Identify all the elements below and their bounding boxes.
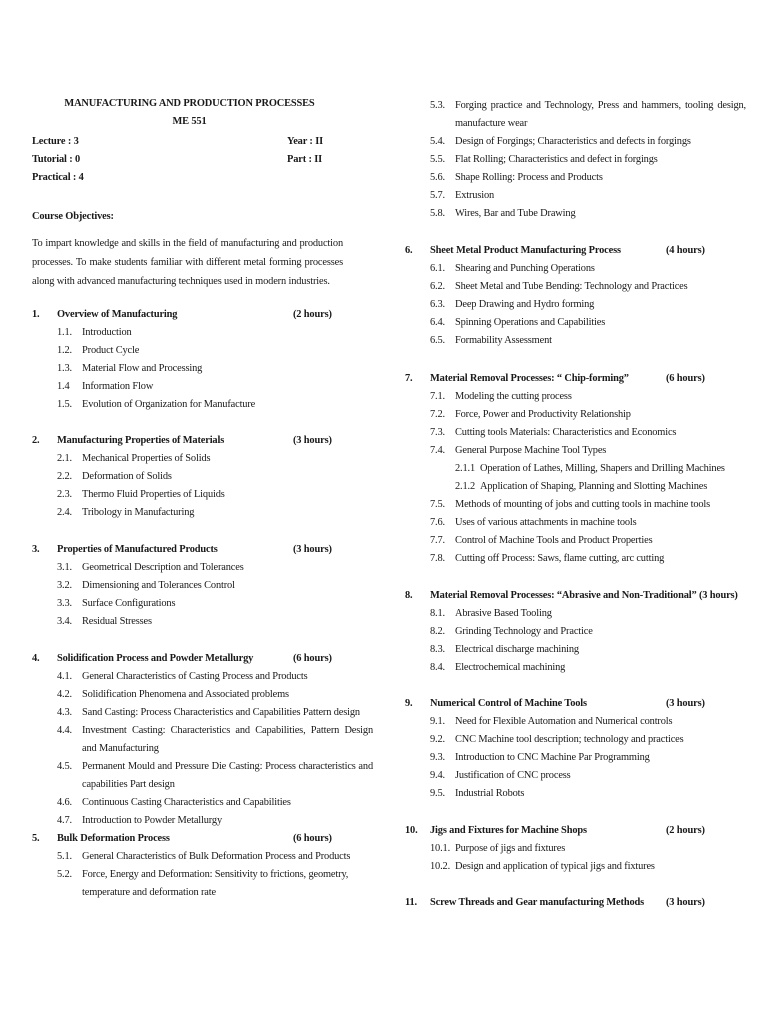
item-text: Spinning Operations and Capabilities: [455, 317, 606, 328]
item-number: 2.3.: [57, 489, 72, 500]
list-item: [405, 314, 748, 332]
list-item: [405, 641, 748, 659]
item-number: 5.8.: [430, 208, 445, 219]
item-text: Deformation of Solids: [82, 471, 172, 482]
item-number: 7.7.: [430, 535, 445, 546]
section-10: [405, 822, 748, 876]
list-item: [32, 378, 375, 396]
item-text: Sheet Metal and Tube Bending: Technology and Practices: [455, 281, 688, 292]
section-title: Overview of Manufacturing: [57, 309, 178, 320]
section-number: 1.: [32, 309, 40, 320]
item-text: Grinding Technology and Practice: [455, 626, 593, 637]
section-8: [405, 587, 748, 677]
item-text: Surface Configurations: [82, 598, 176, 609]
item-number: 2.1.1: [455, 463, 476, 474]
list-item: [405, 260, 748, 278]
list-item: [32, 704, 375, 722]
item-text: Product Cycle: [82, 345, 140, 356]
section-11: [405, 894, 748, 912]
list-item: [32, 595, 375, 613]
item-text: Permanent Mould and Pressure Die Casting: Process characteristics and capabilities Part design: [82, 761, 373, 790]
item-text: Uses of various attachments in machine tools: [455, 517, 637, 528]
section-2: [32, 432, 375, 522]
item-number: 8.1.: [430, 608, 445, 619]
list-item: [32, 668, 375, 686]
list-item: [405, 514, 748, 532]
lecture-hours: Lecture : 3: [32, 136, 79, 147]
item-text: Formability Assessment: [455, 335, 552, 346]
item-number: 6.2.: [430, 281, 445, 292]
item-text: Investment Casting: Characteristics and Capabilities, Pattern Design and Manufacturing: [82, 725, 373, 754]
list-item: [405, 278, 748, 296]
item-number: 6.5.: [430, 335, 445, 346]
item-text: Shearing and Punching Operations: [455, 263, 595, 274]
section-hours: (3 hours): [666, 897, 705, 908]
item-text: Forging practice and Technology, Press and hammers, tooling design, manufacture wear: [455, 100, 746, 129]
item-text: Application of Shaping, Planning and Slotting Machines: [480, 481, 708, 492]
item-number: 3.3.: [57, 598, 72, 609]
list-item: [405, 442, 748, 460]
course-year: Year : II: [287, 136, 323, 147]
section-number: 2.: [32, 435, 40, 446]
section-title: Jigs and Fixtures for Machine Shops: [430, 825, 587, 836]
item-number: 6.3.: [430, 299, 445, 310]
section-1: [32, 306, 375, 414]
item-number: 4.2.: [57, 689, 72, 700]
item-number: 9.2.: [430, 734, 445, 745]
list-item: [405, 532, 748, 550]
item-text: Cutting tools Materials: Characteristics and Economics: [455, 427, 677, 438]
item-number: 9.4.: [430, 770, 445, 781]
item-number: 2.2.: [57, 471, 72, 482]
item-text: Methods of mounting of jobs and cutting tools in machine tools: [455, 499, 711, 510]
item-text: General Characteristics of Casting Process and Products: [82, 671, 308, 682]
section-title: Numerical Control of Machine Tools: [430, 698, 587, 709]
item-text: Purpose of jigs and fixtures: [455, 843, 566, 854]
item-number: 3.2.: [57, 580, 72, 591]
item-number: 7.8.: [430, 553, 445, 564]
item-number: 3.4.: [57, 616, 72, 627]
section-number: 3.: [32, 544, 40, 555]
section-number: 10.: [405, 825, 418, 836]
section-number: 9.: [405, 698, 413, 709]
section-number: 7.: [405, 373, 413, 384]
list-item: [32, 848, 375, 866]
section-title: Screw Threads and Gear manufacturing Methods: [430, 897, 645, 908]
section-hours: (4 hours): [666, 245, 705, 256]
section-title: Properties of Manufactured Products: [57, 544, 218, 555]
item-number: 8.3.: [430, 644, 445, 655]
section-number: 5.: [32, 833, 40, 844]
section-5-continued: [405, 97, 748, 223]
list-item: [32, 866, 375, 902]
item-text: Shape Rolling: Process and Products: [455, 172, 603, 183]
section-number: 8.: [405, 590, 413, 601]
item-number: 1.2.: [57, 345, 72, 356]
list-item: [405, 623, 748, 641]
list-item: [405, 731, 748, 749]
section-6: [405, 242, 748, 350]
item-text: Continuous Casting Characteristics and Capabilities: [82, 797, 291, 808]
item-number: 9.1.: [430, 716, 445, 727]
item-number: 10.2.: [430, 861, 451, 872]
list-item: [405, 296, 748, 314]
list-item: [32, 450, 375, 468]
list-item: [405, 424, 748, 442]
list-item: [405, 749, 748, 767]
list-item: [32, 504, 375, 522]
item-text: Extrusion: [455, 190, 495, 201]
item-text: Operation of Lathes, Milling, Shapers and Drilling Machines: [480, 463, 725, 474]
list-item: [405, 767, 748, 785]
item-number: 4.7.: [57, 815, 72, 826]
list-item: [32, 468, 375, 486]
item-number: 2.4.: [57, 507, 72, 518]
item-number: 3.1.: [57, 562, 72, 573]
list-item: [32, 559, 375, 577]
item-text: Introduction: [82, 327, 132, 338]
list-item: [405, 388, 748, 406]
item-number: 10.1.: [430, 843, 451, 854]
section-4: [32, 650, 375, 830]
objectives-text: To impart knowledge and skills in the field of manufacturing and production processes. To make students familiar with different metal forming processes along with advanced manufacturing techniques used in modern industries.: [32, 238, 343, 287]
list-item: [32, 613, 375, 631]
list-item: [405, 406, 748, 424]
section-5: [32, 830, 375, 902]
item-text: Electrochemical machining: [455, 662, 566, 673]
item-number: 5.7.: [430, 190, 445, 201]
item-text: Geometrical Description and Tolerances: [82, 562, 244, 573]
item-text: Design and application of typical jigs and fixtures: [455, 861, 655, 872]
item-text: Industrial Robots: [455, 788, 525, 799]
section-number: 6.: [405, 245, 413, 256]
item-number: 5.1.: [57, 851, 72, 862]
item-text: Deep Drawing and Hydro forming: [455, 299, 595, 310]
section-3: [32, 541, 375, 631]
section-hours: (3 hours): [293, 435, 332, 446]
item-number: 6.1.: [430, 263, 445, 274]
item-number: 5.5.: [430, 154, 445, 165]
list-item: [32, 794, 375, 812]
item-text: Abrasive Based Tooling: [455, 608, 552, 619]
item-number: 5.4.: [430, 136, 445, 147]
item-number: 9.5.: [430, 788, 445, 799]
item-text: Need for Flexible Automation and Numerical controls: [455, 716, 673, 727]
course-title: MANUFACTURING AND PRODUCTION PROCESSES: [64, 98, 315, 109]
list-item: [32, 686, 375, 704]
item-text: Residual Stresses: [82, 616, 152, 627]
item-text: Thermo Fluid Properties of Liquids: [82, 489, 225, 500]
item-number: 1.4: [57, 381, 70, 392]
section-hours: (2 hours): [666, 825, 705, 836]
sub-list-item: [405, 478, 748, 496]
item-number: 8.4.: [430, 662, 445, 673]
list-item: [405, 858, 748, 876]
section-title: Bulk Deformation Process: [57, 833, 170, 844]
list-item: [405, 133, 748, 151]
list-item: [405, 659, 748, 677]
item-number: 8.2.: [430, 626, 445, 637]
item-text: Solidification Phenomena and Associated problems: [82, 689, 289, 700]
item-number: 7.4.: [430, 445, 445, 456]
section-title: Solidification Process and Powder Metallurgy: [57, 653, 254, 664]
item-text: Evolution of Organization for Manufacture: [82, 399, 256, 410]
list-item: [32, 577, 375, 595]
section-hours: (6 hours): [666, 373, 705, 384]
item-number: 4.5.: [57, 761, 72, 772]
section-title: Material Removal Processes: “ Chip-forming”: [430, 373, 629, 384]
item-number: 6.4.: [430, 317, 445, 328]
item-text: Information Flow: [82, 381, 154, 392]
item-text: General Purpose Machine Tool Types: [455, 445, 607, 456]
list-item: [32, 486, 375, 504]
sub-list-item: [405, 460, 748, 478]
section-title: Material Removal Processes: “Abrasive and Non-Traditional” (3 hours): [430, 590, 738, 601]
item-text: Justification of CNC process: [455, 770, 571, 781]
item-number: 9.3.: [430, 752, 445, 763]
item-text: Force, Energy and Deformation: Sensitivity to frictions, geometry, temperature and deformation rate: [82, 869, 349, 898]
section-hours: (6 hours): [293, 653, 332, 664]
list-item: [32, 758, 375, 794]
course-title-block: [32, 95, 347, 131]
item-number: 7.6.: [430, 517, 445, 528]
list-item: [405, 550, 748, 568]
item-text: Design of Forgings; Characteristics and defects in forgings: [455, 136, 691, 147]
course-code: ME 551: [172, 116, 207, 127]
list-item: [405, 713, 748, 731]
section-title: Sheet Metal Product Manufacturing Process: [430, 245, 621, 256]
item-text: Electrical discharge machining: [455, 644, 579, 655]
course-part: Part : II: [287, 154, 323, 165]
item-number: 7.2.: [430, 409, 445, 420]
section-hours: (3 hours): [666, 698, 705, 709]
item-number: 1.5.: [57, 399, 72, 410]
item-number: 1.3.: [57, 363, 72, 374]
list-item: [405, 169, 748, 187]
section-hours: (2 hours): [293, 309, 332, 320]
item-text: Cutting off Process: Saws, flame cutting, arc cutting: [455, 553, 665, 564]
item-number: 1.1.: [57, 327, 72, 338]
list-item: [32, 342, 375, 360]
item-text: Sand Casting: Process Characteristics and Capabilities Pattern design: [82, 707, 360, 718]
item-text: Introduction to Powder Metallurgy: [82, 815, 223, 826]
list-item: [405, 97, 748, 133]
section-9: [405, 695, 748, 803]
item-text: Flat Rolling; Characteristics and defect in forgings: [455, 154, 658, 165]
practical-hours: Practical : 4: [32, 172, 84, 183]
item-text: Modeling the cutting process: [455, 391, 572, 402]
list-item: [32, 722, 375, 758]
item-number: 7.1.: [430, 391, 445, 402]
item-number: 4.1.: [57, 671, 72, 682]
list-item: [405, 332, 748, 350]
item-number: 4.3.: [57, 707, 72, 718]
list-item: [405, 187, 748, 205]
tutorial-hours: Tutorial : 0: [32, 154, 81, 165]
list-item: [405, 151, 748, 169]
section-title: Manufacturing Properties of Materials: [57, 435, 225, 446]
item-text: Mechanical Properties of Solids: [82, 453, 211, 464]
item-number: 5.6.: [430, 172, 445, 183]
list-item: [32, 812, 375, 830]
item-text: Dimensioning and Tolerances Control: [82, 580, 235, 591]
item-number: 5.2.: [57, 869, 72, 880]
list-item: [32, 360, 375, 378]
item-text: Material Flow and Processing: [82, 363, 203, 374]
list-item: [405, 605, 748, 623]
item-text: Force, Power and Productivity Relationship: [455, 409, 631, 420]
item-text: Control of Machine Tools and Product Properties: [455, 535, 653, 546]
item-number: 4.4.: [57, 725, 72, 736]
item-text: Tribology in Manufacturing: [82, 507, 195, 518]
section-7: [405, 370, 748, 568]
item-number: 7.3.: [430, 427, 445, 438]
list-item: [405, 785, 748, 803]
objectives-heading: Course Objectives:: [32, 211, 114, 222]
section-hours: (6 hours): [293, 833, 332, 844]
section-number: 4.: [32, 653, 40, 664]
item-text: CNC Machine tool description; technology and practices: [455, 734, 684, 745]
item-text: Wires, Bar and Tube Drawing: [455, 208, 576, 219]
list-item: [405, 840, 748, 858]
item-number: 5.3.: [430, 100, 445, 111]
item-number: 7.5.: [430, 499, 445, 510]
section-hours: (3 hours): [293, 544, 332, 555]
section-number: 11.: [405, 897, 417, 908]
item-number: 2.1.: [57, 453, 72, 464]
list-item: [32, 396, 375, 414]
list-item: [405, 205, 748, 223]
item-number: 2.1.2: [455, 481, 476, 492]
item-text: Introduction to CNC Machine Par Programming: [455, 752, 650, 763]
list-item: [32, 324, 375, 342]
list-item: [405, 496, 748, 514]
item-text: General Characteristics of Bulk Deformation Process and Products: [82, 851, 351, 862]
item-number: 4.6.: [57, 797, 72, 808]
